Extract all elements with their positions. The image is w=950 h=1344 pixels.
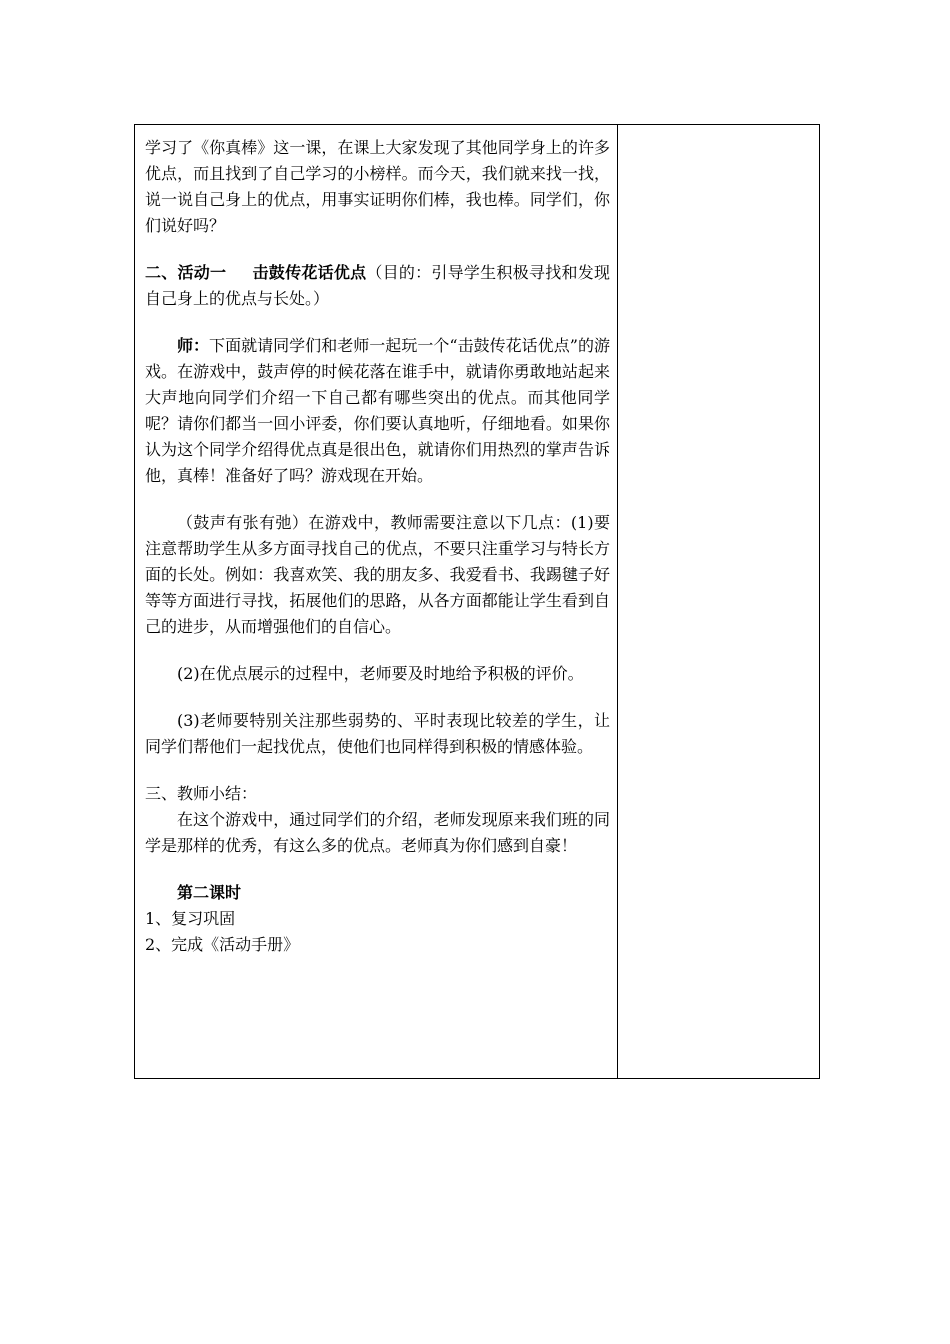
game-note-paragraph-3: (3)老师要特别关注那些弱势的、平时表现比较差的学生，让同学们帮他们一起找优点，使他们也同样得到积极的情感体验。	[145, 711, 610, 756]
intro-paragraph: 学习了《你真棒》这一课，在课上大家发现了其他同学身上的许多优点，而且找到了自己学习的小榜样。而今天，我们就来找一找，说一说自己身上的优点，用事实证明你们棒，我也棒。同学们，你们说好吗？	[145, 138, 610, 235]
activity-one-title: 击鼓传花话优点	[252, 263, 367, 282]
teacher-speech-text: 下面就请同学们和老师一起玩一个“击鼓传花话优点”的游戏。在游戏中，鼓声停的时候花落在谁手中，就请你勇敢地站起来大声地向同学们介绍一下自己都有哪些突出的优点。而其他同学呢？请你们都当一回小评委，你们要认真地听，仔细地看。如果你认为这个同学介绍得优点真是很出色，就请你们用热烈的掌声告诉他，真棒！准备好了吗？游戏现在开始。	[145, 336, 610, 485]
lesson-plan-table	[134, 124, 820, 1079]
notes-cell	[618, 125, 819, 1078]
lesson-two-item-2: 2、完成《活动手册》	[145, 935, 300, 954]
teacher-label: 师：	[177, 336, 210, 355]
lesson-two-heading: 第二课时	[177, 883, 242, 902]
summary-paragraph: 在这个游戏中，通过同学们的介绍，老师发现原来我们班的同学是那样的优秀，有这么多的优点。老师真为你们感到自豪！	[145, 810, 610, 855]
activity-one-purpose: （目的：引导学生积极寻找和发现自己身上的优点与长处。）	[145, 263, 610, 308]
lesson-content-cell	[135, 125, 618, 1078]
game-note-paragraph-1: （鼓声有张有弛）在游戏中，教师需要注意以下几点：(1)要注意帮助学生从多方面寻找自己的优点，不要只注重学习与特长方面的长处。例如：我喜欢笑、我的朋友多、我爱看书、我踢毽子好等等方面进行寻找，拓展他们的思路，从各方面都能让学生看到自己的进步，从而增强他们的自信心。	[145, 513, 610, 636]
teacher-speech-paragraph	[145, 333, 610, 489]
lesson-two-item-1: 1、复习巩固	[145, 909, 236, 928]
summary-heading: 三、教师小结：	[145, 784, 258, 803]
activity-one-label: 二、活动一	[145, 263, 227, 282]
activity-one-paragraph	[145, 260, 610, 312]
game-note-paragraph-2: (2)在优点展示的过程中，老师要及时地给予积极的评价。	[177, 664, 584, 683]
